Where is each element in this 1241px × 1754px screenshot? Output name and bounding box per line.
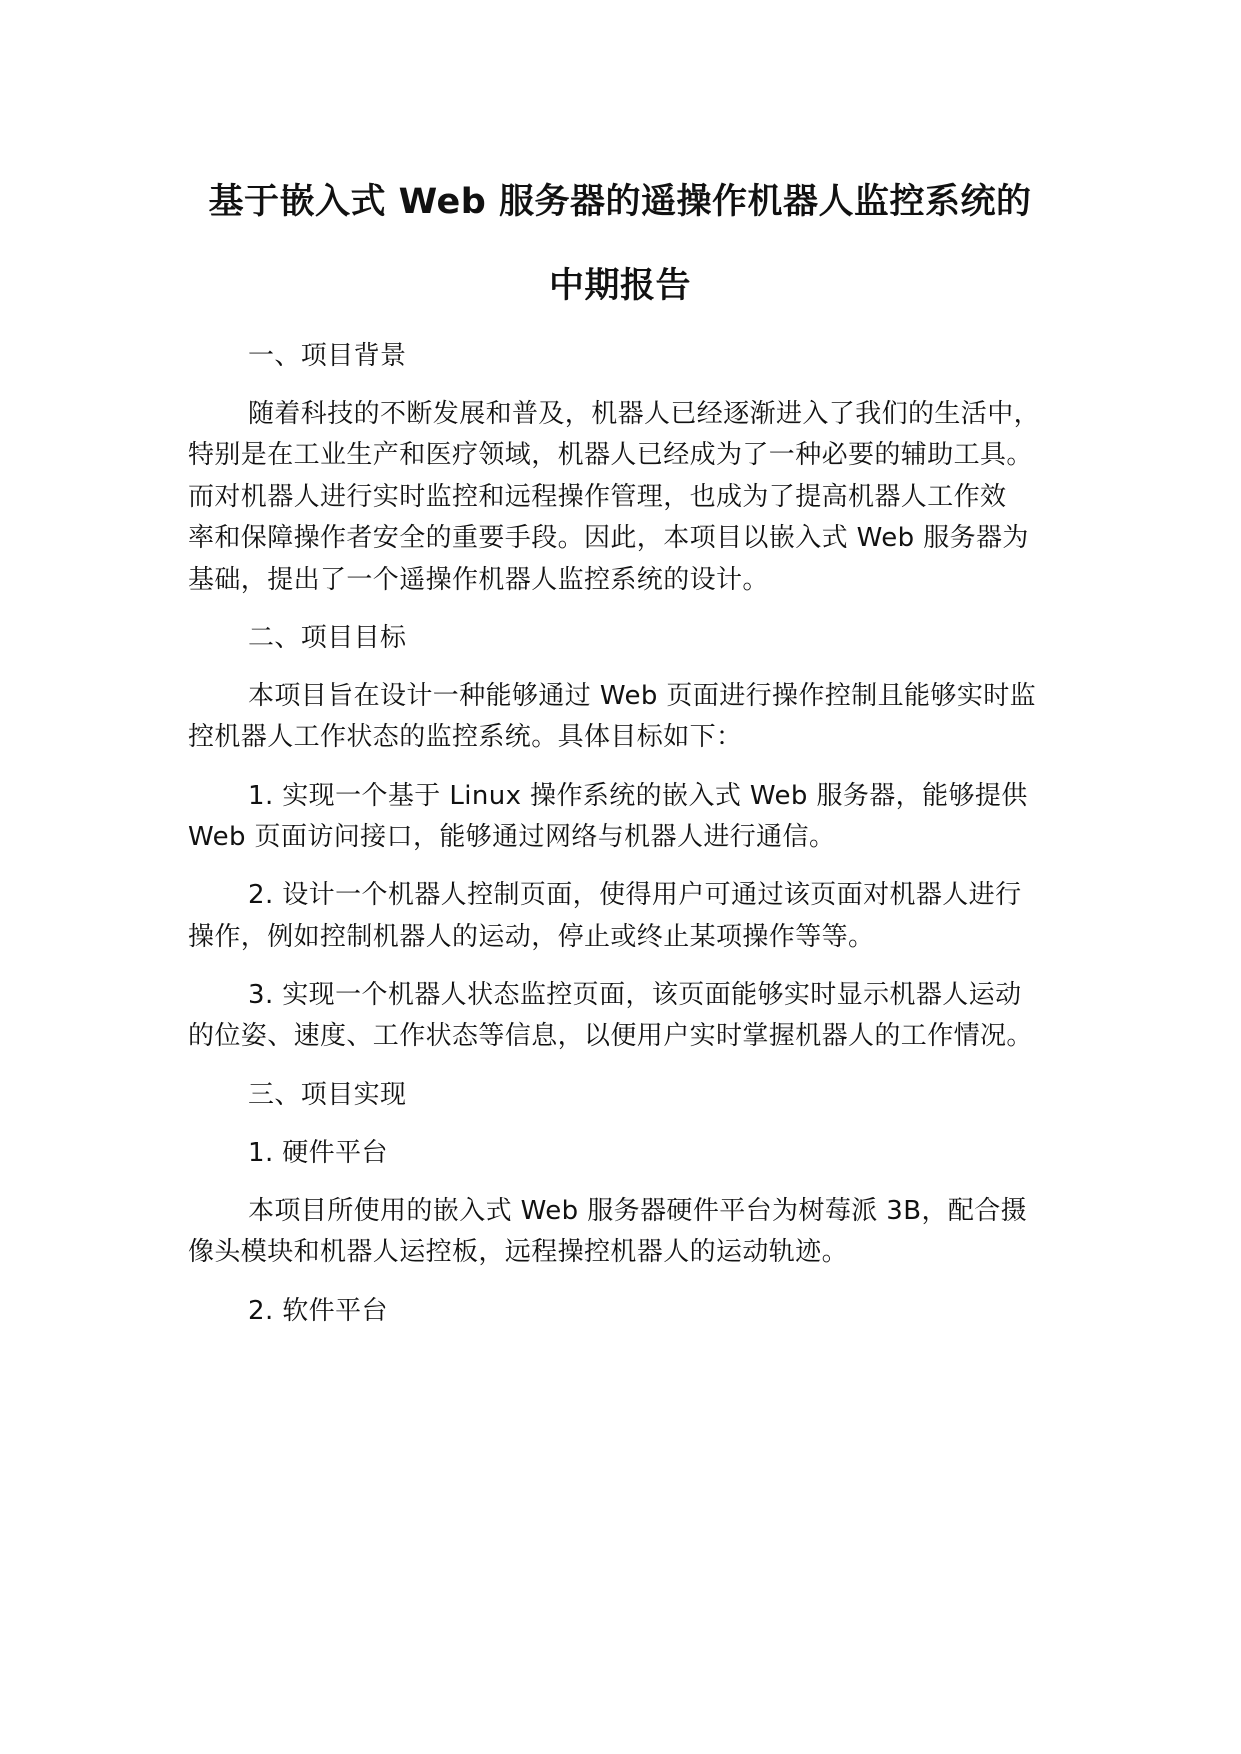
list-item-line: 3. 实现一个机器人状态监控页面，该页面能够实时显示机器人运动 — [248, 980, 1022, 1010]
paragraph-line: 率和保障操作者安全的重要手段。因此，本项目以嵌入式 Web 服务器为 — [188, 523, 1029, 553]
paragraph-line: 基础，提出了一个遥操作机器人监控系统的设计。 — [188, 565, 769, 595]
list-item-line: 2. 设计一个机器人控制页面，使得用户可通过该页面对机器人进行 — [248, 880, 1022, 910]
list-item-line: 1. 实现一个基于 Linux 操作系统的嵌入式 Web 服务器，能够提供 — [248, 781, 1028, 811]
paragraph-line: 而对机器人进行实时监控和远程操作管理，也成为了提高机器人工作效 — [188, 482, 1007, 512]
paragraph-line: 像头模块和机器人运控板，远程操控机器人的运动轨迹。 — [188, 1237, 849, 1267]
document-title-line-1: 基于嵌入式 Web 服务器的遥操作机器人监控系统的 — [208, 182, 1032, 222]
section-heading-background: 一、项目背景 — [248, 341, 407, 371]
list-item-line: 操作，例如控制机器人的运动，停止或终止某项操作等等。 — [188, 922, 875, 952]
paragraph-line: 控机器人工作状态的监控系统。具体目标如下： — [188, 722, 743, 752]
paragraph-line: 本项目旨在设计一种能够通过 Web 页面进行操作控制且能够实时监 — [248, 681, 1037, 711]
subsection-heading-software: 2. 软件平台 — [248, 1296, 388, 1326]
paragraph-line: 特别是在工业生产和医疗领域，机器人已经成为了一种必要的辅助工具。 — [188, 440, 1033, 470]
paragraph-line: 本项目所使用的嵌入式 Web 服务器硬件平台为树莓派 3B，配合摄 — [248, 1196, 1028, 1226]
paragraph-line: 随着科技的不断发展和普及，机器人已经逐渐进入了我们的生活中， — [248, 399, 1041, 429]
list-item-line: 的位姿、速度、工作状态等信息，以便用户实时掌握机器人的工作情况。 — [188, 1021, 1033, 1051]
list-item-line: Web 页面访问接口，能够通过网络与机器人进行通信。 — [188, 822, 836, 852]
section-heading-goals: 二、项目目标 — [248, 623, 407, 653]
section-heading-implementation: 三、项目实现 — [248, 1080, 407, 1110]
subsection-heading-hardware: 1. 硬件平台 — [248, 1138, 388, 1168]
document-title-line-2: 中期报告 — [548, 266, 691, 306]
